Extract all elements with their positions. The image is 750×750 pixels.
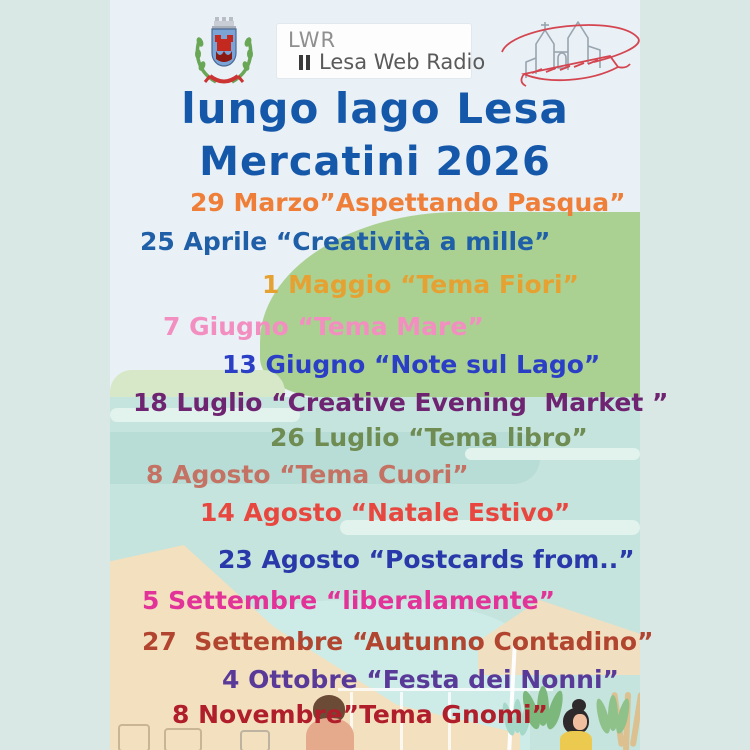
municipal-crest-icon bbox=[192, 15, 256, 89]
event-line: 4 Ottobre “Festa dei Nonni” bbox=[222, 665, 619, 694]
poster-title-line2: Mercatini 2026 bbox=[199, 139, 551, 185]
event-line: 25 Aprile “Creatività a mille” bbox=[140, 227, 551, 256]
event-line: 14 Agosto “Natale Estivo” bbox=[200, 498, 571, 527]
event-line: 27 Settembre “Autunno Contadino” bbox=[142, 627, 654, 656]
event-line: 13 Giugno “Note sul Lago” bbox=[222, 350, 601, 379]
event-line: 23 Agosto “Postcards from..” bbox=[218, 545, 635, 574]
radio-logo-acronym: LWR bbox=[288, 28, 337, 52]
event-line: 1 Maggio “Tema Fiori” bbox=[262, 270, 579, 299]
event-line: 8 Agosto “Tema Cuori” bbox=[146, 460, 469, 489]
poster-title-line1: lungo lago Lesa bbox=[181, 84, 569, 133]
radio-logo-name: Lesa Web Radio bbox=[299, 50, 485, 75]
event-line: 29 Marzo”Aspettando Pasqua” bbox=[190, 188, 626, 217]
lesa-web-radio-logo bbox=[277, 24, 486, 78]
event-line: 5 Settembre “liberalamente” bbox=[142, 586, 556, 615]
event-line: 18 Luglio “Creative Evening Market ” bbox=[133, 388, 669, 417]
event-line: 26 Luglio “Tema libro” bbox=[270, 423, 588, 452]
event-line: 8 Novembre”Tema Gnomi” bbox=[172, 700, 548, 729]
pause-icon bbox=[299, 51, 313, 75]
event-line: 7 Giugno “Tema Mare” bbox=[163, 312, 484, 341]
